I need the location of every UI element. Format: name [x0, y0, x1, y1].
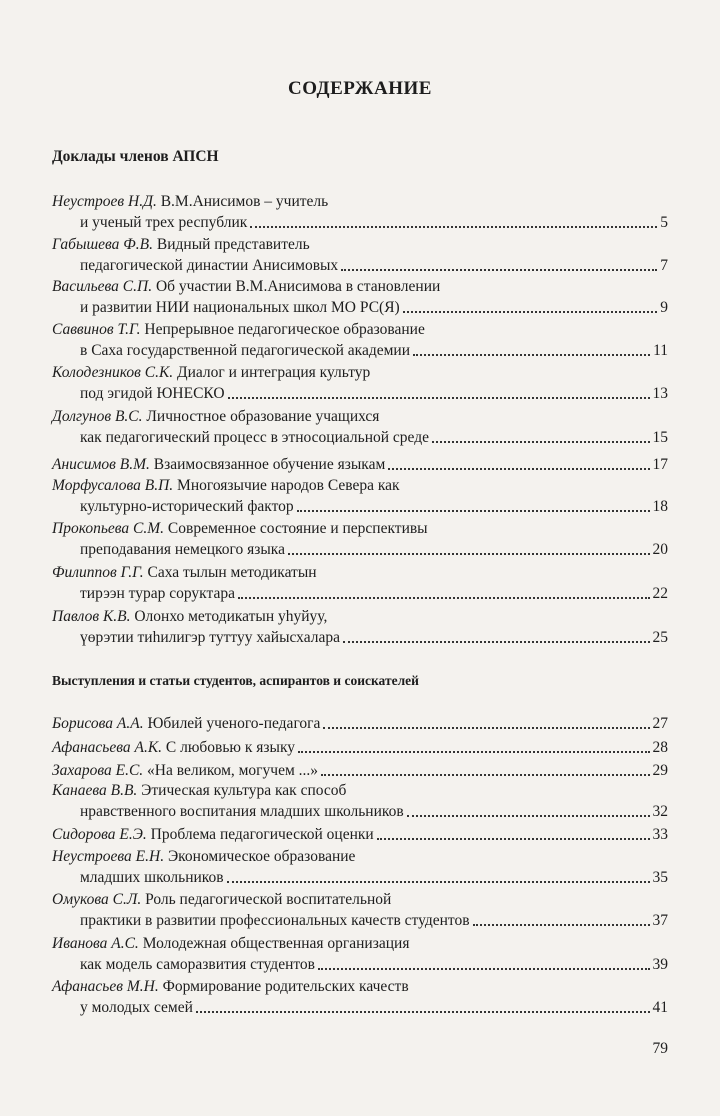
entry-line: [0, 997, 720, 1018]
entry-line: [0, 496, 720, 517]
entry-title-continued: педагогической династии Анисимовых: [80, 257, 339, 274]
entry-title-continued: как педагогический процесс в этносоциальной среде: [80, 429, 429, 446]
entry-title-continued: преподавания немецкого языка: [80, 541, 285, 558]
entry-line: [0, 780, 720, 801]
entry-line: [0, 191, 720, 212]
toc-entry: [0, 933, 720, 975]
page-number: 79: [652, 1040, 668, 1057]
entry-line: [0, 737, 720, 758]
dot-leader: [227, 867, 650, 883]
entry-title-continued: у молодых семей: [80, 999, 193, 1016]
dot-leader: [318, 954, 649, 970]
toc-entry: [0, 454, 720, 475]
toc-entry: [0, 780, 720, 822]
entry-page-number: 17: [652, 456, 668, 473]
entry-head: [52, 737, 295, 758]
entry-page-number: 28: [652, 739, 668, 756]
entry-author: Колодезников С.К.: [52, 364, 174, 381]
entry-page-number: 18: [652, 498, 668, 515]
entry-page-number: 41: [652, 999, 668, 1016]
entry-line: [0, 562, 720, 583]
toc-entry: [0, 319, 720, 361]
entry-line: [0, 297, 720, 318]
entry-page-number: 27: [652, 715, 668, 732]
entry-line: [0, 340, 720, 361]
entry-head: [52, 713, 320, 734]
entry-title-continued: как модель саморазвития студентов: [80, 956, 316, 973]
entry-title: Взаимосвязанное обучение языкам: [153, 456, 386, 473]
entry-line: [0, 954, 720, 975]
entry-title-continued: и развитии НИИ национальных школ МО РС(Я): [80, 299, 400, 316]
entry-line: [0, 212, 720, 233]
dot-leader: [473, 910, 650, 926]
entry-line: [0, 910, 720, 931]
entry-author: Саввинов Т.Г.: [52, 321, 141, 338]
entry-title: Молодежная общественная организация: [142, 935, 410, 952]
entry-line: [0, 867, 720, 888]
entry-author: Омукова С.Л.: [52, 891, 142, 908]
toc-entry: [0, 606, 720, 648]
entry-head: [52, 454, 385, 475]
entry-title: Многоязычие народов Севера как: [177, 477, 400, 494]
entry-author: Морфусалова В.П.: [52, 477, 174, 494]
toc-entry: [0, 846, 720, 888]
dot-leader: [377, 824, 650, 840]
entry-line: [0, 234, 720, 255]
entry-title: Проблема педагогической оценки: [150, 826, 374, 843]
entry-title-continued: младших школьников: [80, 869, 224, 886]
entry-line: [0, 539, 720, 560]
entry-title: С любовью к языку: [165, 739, 296, 756]
entry-title-continued: под эгидой ЮНЕСКО: [80, 385, 225, 402]
entry-author: Долгунов В.С.: [52, 408, 143, 425]
entry-title: Видный представитель: [156, 236, 310, 253]
entry-author: Сидорова Е.Э.: [52, 826, 147, 843]
dot-leader: [407, 801, 650, 817]
entry-line: [0, 406, 720, 427]
entry-line: [0, 362, 720, 383]
entry-title-continued: нравственного воспитания младших школьников: [80, 803, 404, 820]
entry-line: [0, 475, 720, 496]
entry-head: [52, 760, 318, 781]
entry-author: Габышева Ф.В.: [52, 236, 153, 253]
entry-line: [0, 276, 720, 297]
entry-title-continued: культурно-исторический фактор: [80, 498, 294, 515]
toc-entry: [0, 406, 720, 448]
toc-entry: [0, 976, 720, 1018]
entry-page-number: 25: [652, 629, 668, 646]
entry-line: [0, 889, 720, 910]
toc-entry: [0, 737, 720, 758]
entry-line: [0, 454, 720, 475]
entry-title: Диалог и интеграция культур: [177, 364, 371, 381]
entry-line: [0, 933, 720, 954]
entry-title: Об участии В.М.Анисимова в становлении: [155, 278, 441, 295]
entry-page-number: 29: [652, 762, 668, 779]
entry-head: [52, 824, 374, 845]
entry-line: [0, 255, 720, 276]
toc-entry: [0, 760, 720, 781]
entry-title-continued: тирээн турар соруктара: [80, 585, 235, 602]
entry-title-continued: в Саха государственной педагогической академии: [80, 342, 410, 359]
entry-page-number: 33: [652, 826, 668, 843]
dot-leader: [288, 539, 650, 555]
entry-title: Олонхо методикатын уhуйуу,: [134, 608, 328, 625]
section-heading-members: Доклады членов АПСН: [52, 148, 219, 165]
entry-title-continued: үөрэтии тиhилигэр туттуу хайысхалара: [80, 629, 340, 646]
entry-title: В.М.Анисимов – учитель: [160, 193, 329, 210]
entry-author: Афанасьев М.Н.: [52, 978, 159, 995]
dot-leader: [323, 713, 649, 729]
dot-leader: [250, 212, 657, 228]
entry-title: Юбилей ученого-педагога: [147, 715, 321, 732]
dot-leader: [228, 383, 650, 399]
entry-title: Роль педагогической воспитательной: [145, 891, 392, 908]
entry-line: [0, 627, 720, 648]
entry-line: [0, 713, 720, 734]
entry-line: [0, 824, 720, 845]
dot-leader: [413, 340, 650, 356]
dot-leader: [297, 496, 650, 512]
toc-entry: [0, 362, 720, 404]
dot-leader: [343, 627, 650, 643]
entry-line: [0, 583, 720, 604]
entry-line: [0, 976, 720, 997]
page-title: СОДЕРЖАНИЕ: [288, 78, 432, 99]
toc-entry: [0, 562, 720, 604]
dot-leader: [388, 454, 649, 470]
entry-title: «На великом, могучем ...»: [147, 762, 319, 779]
entry-title: Этическая культура как способ: [141, 782, 347, 799]
toc-entry: [0, 234, 720, 276]
entry-page-number: 5: [660, 214, 668, 231]
entry-title: Формирование родительских качеств: [162, 978, 409, 995]
entry-title: Современное состояние и перспективы: [167, 520, 428, 537]
entry-title: Саха тылын методикатын: [147, 564, 317, 581]
entry-page-number: 13: [652, 385, 668, 402]
toc-entry: [0, 889, 720, 931]
dot-leader: [403, 297, 658, 313]
toc-entry: [0, 191, 720, 233]
entry-author: Захарова Е.С.: [52, 762, 144, 779]
dot-leader: [196, 997, 650, 1013]
entry-author: Неустроев Н.Д.: [52, 193, 157, 210]
toc-entry: [0, 713, 720, 734]
toc-entry: [0, 518, 720, 560]
entry-page-number: 15: [652, 429, 668, 446]
toc-entry: [0, 475, 720, 517]
dot-leader: [341, 255, 657, 271]
entry-author: Васильева С.П.: [52, 278, 153, 295]
entry-page-number: 35: [652, 869, 668, 886]
entry-page-number: 22: [652, 585, 668, 602]
entry-page-number: 11: [653, 342, 668, 359]
entry-page-number: 37: [652, 912, 668, 929]
dot-leader: [432, 427, 650, 443]
entry-line: [0, 319, 720, 340]
dot-leader: [298, 737, 649, 753]
entry-author: Прокопьева С.М.: [52, 520, 165, 537]
entry-line: [0, 427, 720, 448]
dot-leader: [238, 583, 650, 599]
toc-entry: [0, 276, 720, 318]
section-heading-students: Выступления и статьи студентов, аспирантов и соискателей: [52, 673, 419, 688]
entry-author: Неустроева Е.Н.: [52, 848, 165, 865]
entry-title: Непрерывное педагогическое образование: [144, 321, 425, 338]
entry-title-continued: практики в развитии профессиональных качеств студентов: [80, 912, 470, 929]
entry-title: Экономическое образование: [167, 848, 356, 865]
entry-author: Павлов К.В.: [52, 608, 131, 625]
entry-line: [0, 606, 720, 627]
dot-leader: [321, 760, 649, 776]
entry-author: Канаева В.В.: [52, 782, 138, 799]
entry-line: [0, 760, 720, 781]
entry-page-number: 7: [660, 257, 668, 274]
entry-title-continued: и ученый трех республик: [80, 214, 248, 231]
entry-author: Афанасьева А.К.: [52, 739, 162, 756]
entry-page-number: 20: [652, 541, 668, 558]
entry-line: [0, 383, 720, 404]
entry-line: [0, 801, 720, 822]
entry-page-number: 39: [652, 956, 668, 973]
entry-author: Борисова А.А.: [52, 715, 144, 732]
entry-author: Анисимов В.М.: [52, 456, 150, 473]
entry-line: [0, 518, 720, 539]
entry-page-number: 9: [660, 299, 668, 316]
entry-author: Иванова А.С.: [52, 935, 139, 952]
entry-author: Филиппов Г.Г.: [52, 564, 144, 581]
entry-line: [0, 846, 720, 867]
entry-title: Личностное образование учащихся: [146, 408, 380, 425]
entry-page-number: 32: [652, 803, 668, 820]
toc-entry: [0, 824, 720, 845]
